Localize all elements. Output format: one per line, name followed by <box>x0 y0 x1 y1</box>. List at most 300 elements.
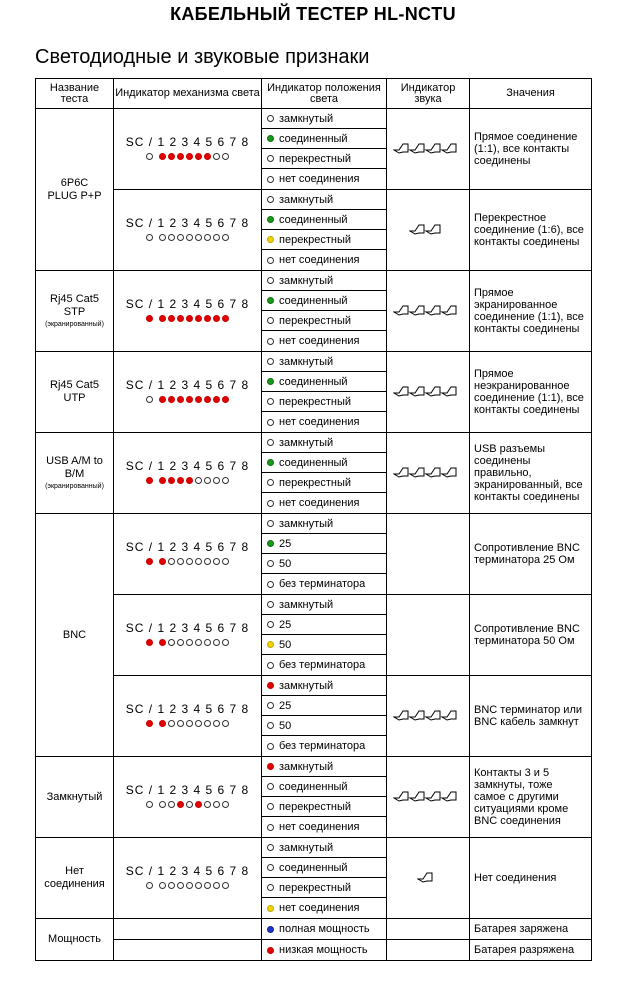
sound-beep-mark <box>394 144 408 153</box>
sound-beep-mark <box>426 468 440 477</box>
led-dot-4 <box>186 396 193 403</box>
position-dot <box>267 884 274 891</box>
led-label: SC / 1 2 3 4 5 6 7 8 <box>125 702 250 716</box>
led-dot-5 <box>195 153 202 160</box>
led-indicator-cell <box>114 271 262 352</box>
position-dot <box>267 864 274 871</box>
sound-icon <box>425 546 431 560</box>
position-dot <box>267 378 274 385</box>
led-dot-5 <box>195 720 202 727</box>
position-line <box>262 493 386 513</box>
position-line <box>262 898 386 918</box>
position-dot <box>267 338 274 345</box>
position-line <box>262 473 386 493</box>
led-dot-3 <box>177 477 184 484</box>
led-indicator-cell <box>114 676 262 757</box>
test-name-line: 6P6C <box>60 176 89 189</box>
sound-icon <box>425 627 431 641</box>
position-dot <box>267 702 274 709</box>
led-dot-8 <box>222 315 229 322</box>
led-dot-7 <box>213 558 220 565</box>
table-row <box>36 271 592 352</box>
value-cell: Прямое экранированное соединение (1:1), все контакты соединены <box>470 271 592 352</box>
position-label: нет соединения <box>279 497 360 509</box>
led-dot-2 <box>168 882 175 889</box>
sound-indicator-cell <box>387 109 470 190</box>
test-name-cell <box>36 109 114 271</box>
led-dot-5 <box>195 234 202 241</box>
led-dot-7 <box>213 720 220 727</box>
position-line <box>262 514 386 534</box>
position-indicator-cell <box>262 514 387 595</box>
led-dot-4 <box>186 315 193 322</box>
position-line <box>262 534 386 554</box>
led-dot-8 <box>222 477 229 484</box>
position-line <box>262 331 386 351</box>
sound-icon <box>393 708 463 722</box>
led-indicator-cell <box>114 757 262 838</box>
led-label: SC / 1 2 3 4 5 6 7 8 <box>125 783 250 797</box>
test-name-line: PLUG P+P <box>47 189 102 202</box>
led-dot-8 <box>222 720 229 727</box>
led-dot-6 <box>204 720 211 727</box>
led-dot-8 <box>222 882 229 889</box>
test-name-line: соединения <box>44 878 105 890</box>
position-label: нет соединения <box>279 335 360 347</box>
led-dot-2 <box>168 234 175 241</box>
led-dot-2 <box>168 720 175 727</box>
position-label: перекрестный <box>279 881 352 894</box>
sound-indicator-cell <box>387 595 470 676</box>
position-dot <box>267 621 274 628</box>
led-label: SC / 1 2 3 4 5 6 7 8 <box>125 621 250 635</box>
position-label: замкнутый <box>279 436 334 449</box>
test-name-cell <box>36 433 114 514</box>
led-label: SC / 1 2 3 4 5 6 7 8 <box>125 297 250 311</box>
led-dot-4 <box>186 801 193 808</box>
position-dot <box>267 560 274 567</box>
value-cell: Нет соединения <box>470 838 592 919</box>
position-dot <box>267 540 274 547</box>
led-indicator-cell <box>114 352 262 433</box>
led-sc-dot <box>146 234 153 241</box>
led-dot-7 <box>213 153 220 160</box>
led-indicator-cell <box>114 433 262 514</box>
position-line <box>262 838 386 858</box>
sound-beep-mark <box>426 711 440 720</box>
led-dots <box>146 153 229 160</box>
power-label: полная мощность <box>279 923 370 935</box>
position-indicator-cell <box>262 109 387 190</box>
sound-beep-mark <box>410 792 424 801</box>
power-sound-cell <box>387 919 470 940</box>
position-label: соединенный <box>279 132 348 145</box>
position-dot <box>267 824 274 831</box>
test-name-line: UTP <box>63 392 86 404</box>
led-dot-1 <box>159 720 166 727</box>
position-label: перекрестный <box>279 152 352 165</box>
position-line <box>262 817 386 837</box>
position-label: перекрестный <box>279 800 352 813</box>
value-cell: Прямое неэкранированное соединение (1:1), все контакты соединены <box>470 352 592 433</box>
position-dot <box>267 601 274 608</box>
position-dot <box>267 682 274 689</box>
sound-beep-mark <box>426 144 440 153</box>
power-value-cell: Батарея заряжена <box>470 919 592 940</box>
position-dot <box>267 297 274 304</box>
led-dot-6 <box>204 477 211 484</box>
test-name-line: Замкнутый <box>46 790 103 803</box>
position-line <box>262 574 386 594</box>
power-row <box>36 919 592 940</box>
position-label: перекрестный <box>279 395 352 408</box>
sound-beep-mark <box>442 792 456 801</box>
led-dot-4 <box>186 477 193 484</box>
sound-beep-mark <box>442 468 456 477</box>
led-dot-1 <box>159 558 166 565</box>
led-dots <box>146 720 229 727</box>
led-dot-7 <box>213 315 220 322</box>
position-line <box>262 676 386 696</box>
position-label: перекрестный <box>279 476 352 489</box>
power-sound-cell <box>387 940 470 961</box>
position-line <box>262 210 386 230</box>
led-dot-4 <box>186 558 193 565</box>
sound-beep-mark <box>394 306 408 315</box>
led-dot-3 <box>177 234 184 241</box>
sound-beep-mark <box>426 792 440 801</box>
sound-icon <box>417 870 439 884</box>
led-label: SC / 1 2 3 4 5 6 7 8 <box>125 135 250 149</box>
led-dot-5 <box>195 801 202 808</box>
led-indicator-cell <box>114 109 262 190</box>
led-dot-2 <box>168 153 175 160</box>
led-dot-1 <box>159 477 166 484</box>
header-values: Значения <box>470 79 592 109</box>
test-name-line: USB A/M to <box>46 454 103 467</box>
position-dot <box>267 459 274 466</box>
position-dot <box>267 722 274 729</box>
test-name-line: Rj45 Cat5 <box>50 379 99 391</box>
led-indicator-cell <box>114 838 262 919</box>
position-line <box>262 615 386 635</box>
header-position-indicator: Индикатор положения света <box>262 79 387 109</box>
led-dot-4 <box>186 234 193 241</box>
position-dot <box>267 115 274 122</box>
position-label: соединенный <box>279 213 348 226</box>
led-dot-8 <box>222 639 229 646</box>
led-dot-5 <box>195 477 202 484</box>
header-sound-indicator: Индикатор звука <box>387 79 470 109</box>
position-dot <box>267 317 274 324</box>
position-label: нет соединения <box>279 416 360 428</box>
led-dot-3 <box>177 882 184 889</box>
led-label: SC / 1 2 3 4 5 6 7 8 <box>125 378 250 392</box>
led-dot-3 <box>177 720 184 727</box>
sound-beep-mark <box>394 792 408 801</box>
led-dot-5 <box>195 639 202 646</box>
position-line <box>262 797 386 817</box>
position-label: нет соединения <box>279 173 360 185</box>
page-title: КАБЕЛЬНЫЙ ТЕСТЕР HL-NCTU <box>170 4 456 24</box>
led-dot-8 <box>222 234 229 241</box>
position-label: замкнутый <box>279 760 334 773</box>
position-dot <box>267 500 274 507</box>
value-cell: USB разъемы соединены правильно, экранированный, все контакты соединены <box>470 433 592 514</box>
led-dot-8 <box>222 396 229 403</box>
table-row <box>36 838 592 919</box>
led-dot-1 <box>159 153 166 160</box>
led-dot-4 <box>186 153 193 160</box>
led-dot-2 <box>168 639 175 646</box>
position-indicator-cell <box>262 757 387 838</box>
led-label: SC / 1 2 3 4 5 6 7 8 <box>125 864 250 878</box>
position-label: перекрестный <box>279 314 352 327</box>
led-dot-3 <box>177 315 184 322</box>
position-dot <box>267 844 274 851</box>
led-sc-dot <box>146 153 153 160</box>
position-label: замкнутый <box>279 274 334 287</box>
position-line <box>262 352 386 372</box>
position-indicator-cell <box>262 676 387 757</box>
position-dot <box>267 419 274 426</box>
test-name-line: B/M <box>64 467 85 480</box>
led-dot-5 <box>195 558 202 565</box>
led-dot-3 <box>177 558 184 565</box>
sound-icon <box>393 303 463 317</box>
led-dots <box>146 477 229 484</box>
led-dots <box>146 801 229 808</box>
table-row <box>36 595 592 676</box>
value-cell: Прямое соединение (1:1), все контакты соединены <box>470 109 592 190</box>
led-dot-1 <box>159 639 166 646</box>
table-header-row <box>36 79 592 109</box>
position-dot <box>267 479 274 486</box>
led-dot-3 <box>177 396 184 403</box>
sound-indicator-cell <box>387 676 470 757</box>
position-line <box>262 554 386 574</box>
led-dot-7 <box>213 801 220 808</box>
position-line <box>262 372 386 392</box>
position-indicator-cell <box>262 433 387 514</box>
position-line <box>262 250 386 270</box>
led-dot-8 <box>222 153 229 160</box>
led-sc-dot <box>146 882 153 889</box>
led-dot-7 <box>213 639 220 646</box>
position-indicator-cell <box>262 595 387 676</box>
position-label: без терминатора <box>279 578 366 590</box>
led-dots <box>146 396 229 403</box>
led-sc-dot <box>146 315 153 322</box>
power-name-cell: Мощность <box>36 919 114 961</box>
sound-icon <box>393 384 463 398</box>
led-dot-2 <box>168 558 175 565</box>
led-dot-2 <box>168 396 175 403</box>
position-indicator-cell <box>262 838 387 919</box>
header-led-indicator: Индикатор механизма света <box>114 79 262 109</box>
position-label: замкнутый <box>279 517 334 530</box>
header-test-name: Название теста <box>36 79 114 109</box>
position-line <box>262 716 386 736</box>
position-label: замкнутый <box>279 355 334 368</box>
test-name-line: Нет <box>65 865 84 877</box>
position-dot <box>267 176 274 183</box>
led-dot-1 <box>159 801 166 808</box>
table-row <box>36 109 592 190</box>
position-dot <box>267 257 274 264</box>
led-sc-dot <box>146 720 153 727</box>
led-dot-1 <box>159 315 166 322</box>
sound-beep-mark <box>410 306 424 315</box>
position-dot <box>267 196 274 203</box>
position-label: замкнутый <box>279 841 334 854</box>
position-dot <box>267 743 274 750</box>
position-indicator-cell <box>262 352 387 433</box>
position-label: соединенный <box>279 294 348 307</box>
test-name-cell <box>36 514 114 757</box>
position-line <box>262 109 386 129</box>
position-dot <box>267 439 274 446</box>
led-sc-dot <box>146 558 153 565</box>
position-label: 25 <box>279 618 292 631</box>
sound-icon <box>393 465 463 479</box>
position-dot <box>267 155 274 162</box>
led-dot-4 <box>186 882 193 889</box>
test-name-cell <box>36 352 114 433</box>
led-dot-7 <box>213 477 220 484</box>
led-dot-8 <box>222 801 229 808</box>
power-dot <box>267 926 274 933</box>
led-label: SC / 1 2 3 4 5 6 7 8 <box>125 216 250 230</box>
position-label: замкнутый <box>279 112 334 125</box>
sound-beep-mark <box>418 873 432 882</box>
sound-beep-mark <box>410 225 424 234</box>
led-dot-2 <box>168 801 175 808</box>
position-dot <box>267 905 274 912</box>
led-dot-8 <box>222 558 229 565</box>
led-indicator-cell <box>114 190 262 271</box>
led-dot-2 <box>168 315 175 322</box>
position-label: соединенный <box>279 861 348 874</box>
position-dot <box>267 520 274 527</box>
led-label: SC / 1 2 3 4 5 6 7 8 <box>125 540 250 554</box>
sound-beep-mark <box>410 144 424 153</box>
position-line <box>262 433 386 453</box>
position-line <box>262 655 386 675</box>
position-dot <box>267 803 274 810</box>
position-line <box>262 858 386 878</box>
position-line <box>262 271 386 291</box>
test-name-cell <box>36 271 114 352</box>
led-dot-5 <box>195 396 202 403</box>
power-led-cell <box>114 919 262 940</box>
led-dot-7 <box>213 396 220 403</box>
led-dot-6 <box>204 396 211 403</box>
power-position-cell <box>262 940 387 961</box>
led-dot-6 <box>204 882 211 889</box>
sound-indicator-cell <box>387 352 470 433</box>
sound-indicator-cell <box>387 838 470 919</box>
position-indicator-cell <box>262 271 387 352</box>
sound-indicator-cell <box>387 433 470 514</box>
led-dot-6 <box>204 558 211 565</box>
sound-indicator-cell <box>387 757 470 838</box>
led-dot-7 <box>213 882 220 889</box>
position-label: без терминатора <box>279 659 366 671</box>
position-dot <box>267 763 274 770</box>
position-label: соединенный <box>279 456 348 469</box>
led-dot-3 <box>177 153 184 160</box>
position-dot <box>267 216 274 223</box>
led-dots <box>146 315 229 322</box>
led-dot-4 <box>186 720 193 727</box>
table-row <box>36 433 592 514</box>
position-label: без терминатора <box>279 740 366 752</box>
position-line <box>262 311 386 331</box>
indicator-table <box>35 78 592 961</box>
position-line <box>262 696 386 716</box>
position-label: нет соединения <box>279 902 360 914</box>
position-dot <box>267 398 274 405</box>
power-value-cell: Батарея разряжена <box>470 940 592 961</box>
value-cell: Сопротивление BNC терминатора 25 Ом <box>470 514 592 595</box>
test-note: (экранированный) <box>45 320 104 328</box>
sound-beep-mark <box>394 468 408 477</box>
led-dot-3 <box>177 801 184 808</box>
position-line <box>262 230 386 250</box>
led-dots <box>146 558 229 565</box>
position-dot <box>267 662 274 669</box>
position-label: соединенный <box>279 375 348 388</box>
led-dot-3 <box>177 639 184 646</box>
led-dot-1 <box>159 234 166 241</box>
table-row <box>36 514 592 595</box>
sound-beep-mark <box>442 711 456 720</box>
sound-beep-mark <box>410 711 424 720</box>
sound-beep-mark <box>426 225 440 234</box>
sound-indicator-cell <box>387 271 470 352</box>
position-label: замкнутый <box>279 193 334 206</box>
led-indicator-cell <box>114 514 262 595</box>
position-dot <box>267 581 274 588</box>
position-label: замкнутый <box>279 598 334 611</box>
sound-beep-mark <box>410 387 424 396</box>
led-dots <box>146 639 229 646</box>
position-line <box>262 453 386 473</box>
led-dot-7 <box>213 234 220 241</box>
position-line <box>262 291 386 311</box>
test-name-cell <box>36 757 114 838</box>
position-label: нет соединения <box>279 821 360 833</box>
position-line <box>262 919 386 939</box>
power-led-cell <box>114 940 262 961</box>
sound-beep-mark <box>442 306 456 315</box>
led-dot-4 <box>186 639 193 646</box>
sound-beep-mark <box>426 387 440 396</box>
sound-icon <box>393 141 463 155</box>
position-line <box>262 149 386 169</box>
led-indicator-cell <box>114 595 262 676</box>
position-dot <box>267 277 274 284</box>
power-dot <box>267 947 274 954</box>
sound-beep-mark <box>394 711 408 720</box>
position-dot <box>267 358 274 365</box>
position-line <box>262 736 386 756</box>
led-dot-1 <box>159 396 166 403</box>
power-position-cell <box>262 919 387 940</box>
sound-beep-mark <box>426 306 440 315</box>
sound-beep-mark <box>442 144 456 153</box>
